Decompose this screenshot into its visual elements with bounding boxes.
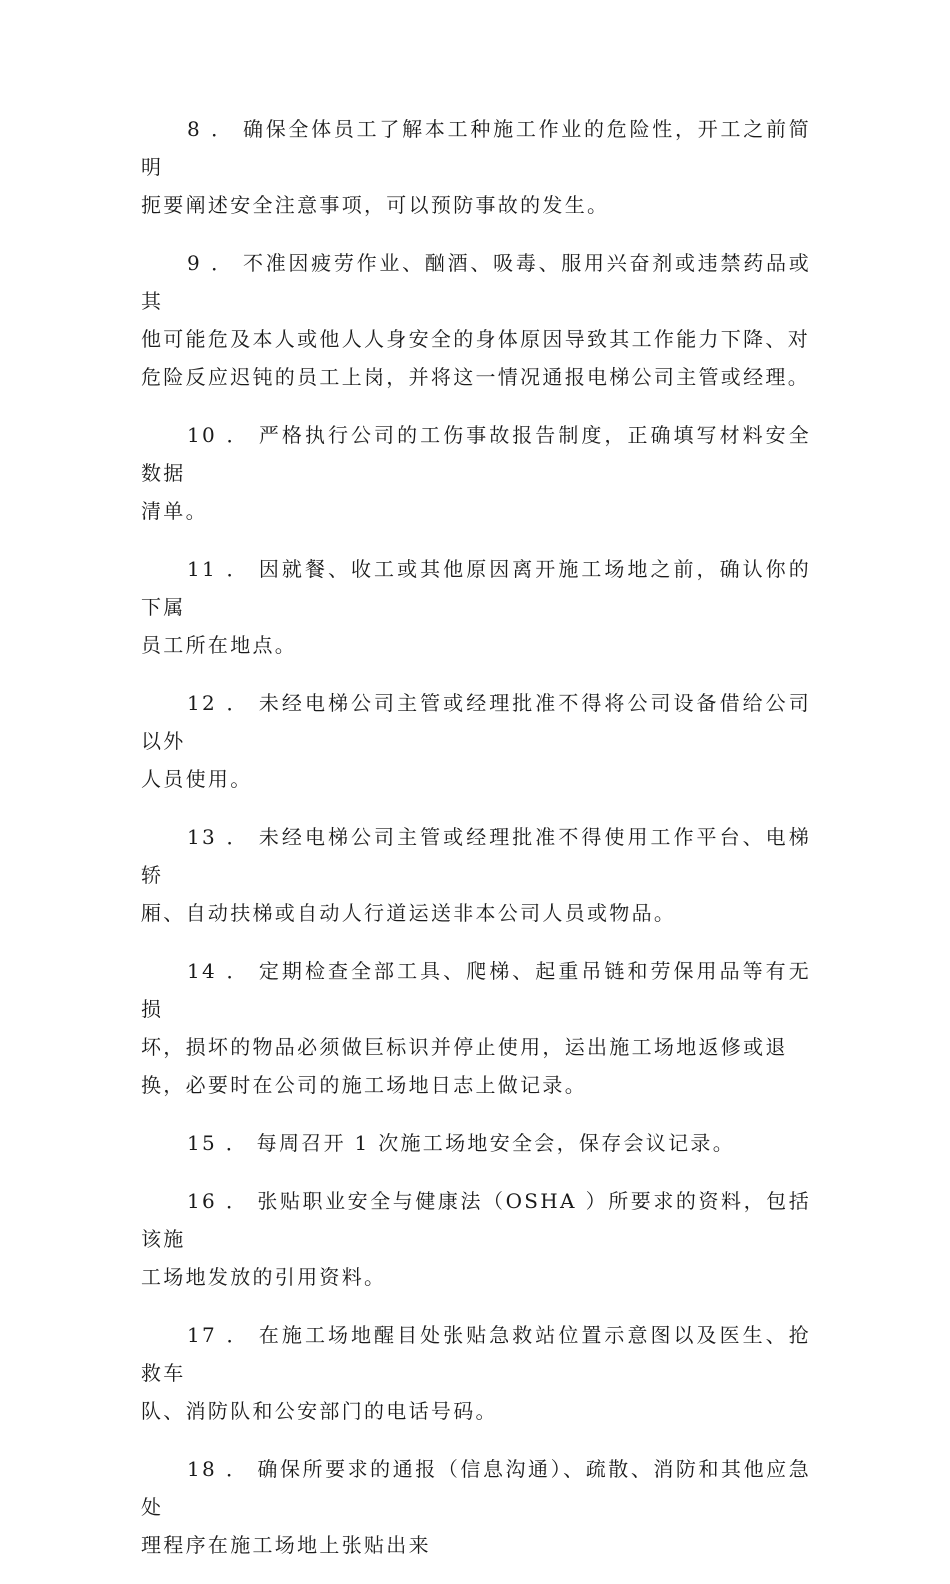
document-body (141, 110, 811, 1584)
paragraph-item-16 (141, 1182, 811, 1296)
paragraph-item-10 (141, 416, 811, 530)
text-line: 理程序在施工场地上张贴出来 (141, 1533, 431, 1557)
text-line: 16 ． 张贴职业安全与健康法（OSHA ）所要求的资料，包括该施 (141, 1189, 811, 1251)
text-line: 厢、自动扶梯或自动人行道运送非本公司人员或物品。 (141, 901, 677, 925)
text-line: 清单。 (141, 499, 208, 523)
text-line: 12 ． 未经电梯公司主管或经理批准不得将公司设备借给公司以外 (141, 691, 811, 753)
paragraph-item-15 (141, 1124, 811, 1162)
text-line: 队、消防队和公安部门的电话号码。 (141, 1399, 498, 1423)
text-line: 人员使用。 (141, 767, 253, 791)
text-line: 18 ． 确保所要求的通报（信息沟通）、疏散、消防和其他应急处 (141, 1457, 811, 1519)
paragraph-item-17 (141, 1316, 811, 1430)
paragraph-item-11 (141, 550, 811, 664)
text-line: 13 ． 未经电梯公司主管或经理批准不得使用工作平台、电梯轿 (141, 825, 811, 887)
text-line: 17 ． 在施工场地醒目处张贴急救站位置示意图以及医生、抢救车 (141, 1323, 811, 1385)
text-line: 扼要阐述安全注意事项，可以预防事故的发生。 (141, 193, 610, 217)
text-line: 11 ． 因就餐、收工或其他原因离开施工场地之前，确认你的下属 (141, 557, 811, 619)
text-line: 危险反应迟钝的员工上岗，并将这一情况通报电梯公司主管或经理。 (141, 365, 810, 389)
text-line: 他可能危及本人或他人人身安全的身体原因导致其工作能力下降、对 (141, 327, 810, 351)
paragraph-item-12 (141, 684, 811, 798)
text-line: 坏，损坏的物品必须做巨标识并停止使用，运出施工场地返修或退 (141, 1035, 788, 1059)
text-line: 工场地发放的引用资料。 (141, 1265, 387, 1289)
text-line: 14 ． 定期检查全部工具、爬梯、起重吊链和劳保用品等有无损 (141, 959, 811, 1021)
text-line: 换，必要时在公司的施工场地日志上做记录。 (141, 1073, 587, 1097)
text-line: 员工所在地点。 (141, 633, 298, 657)
paragraph-item-9 (141, 244, 811, 396)
text-line: 9 ． 不准因疲劳作业、酗酒、吸毒、服用兴奋剂或违禁药品或其 (141, 251, 811, 313)
paragraph-item-8 (141, 110, 811, 224)
text-line: 10 ． 严格执行公司的工伤事故报告制度，正确填写材料安全数据 (141, 423, 811, 485)
paragraph-item-14 (141, 952, 811, 1104)
text-line: 15 ． 每周召开 1 次施工场地安全会，保存会议记录。 (187, 1131, 736, 1155)
paragraph-item-13 (141, 818, 811, 932)
text-line: 8 ． 确保全体员工了解本工种施工作业的危险性，开工之前简明 (141, 117, 811, 179)
paragraph-item-18 (141, 1450, 811, 1564)
